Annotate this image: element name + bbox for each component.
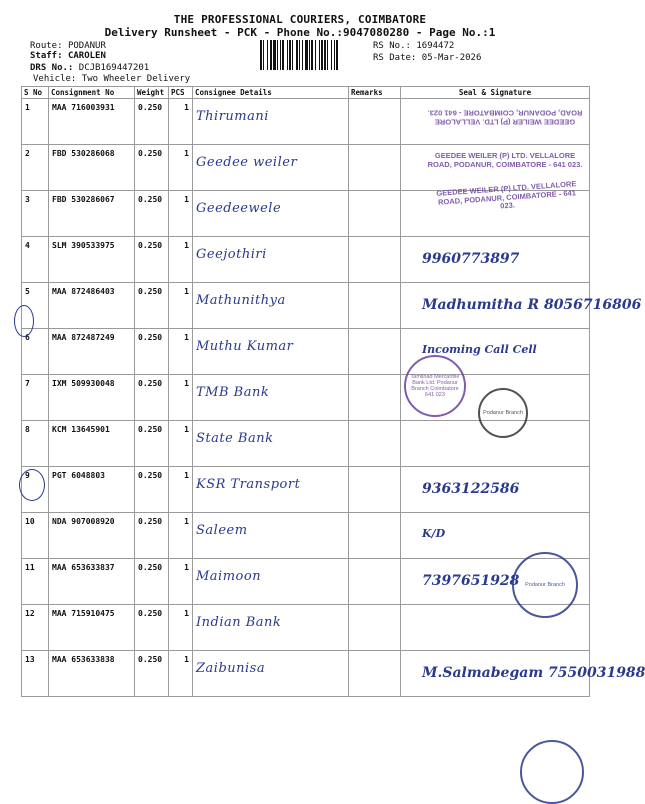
consignee-cell <box>193 559 349 605</box>
consignee-cell <box>193 99 349 145</box>
col-sno: S No <box>22 87 49 99</box>
company-stamp: GEEDEE WEILER (P) LTD. VELLALORE ROAD, PODANUR, COIMBATORE - 641 023. <box>427 151 583 169</box>
barcode-bar <box>331 40 332 70</box>
consignment-cell: FBD 530286067 <box>49 191 135 237</box>
consignment-cell: PGT 6048803 <box>49 467 135 513</box>
barcode-bar <box>280 40 281 70</box>
signature-cell <box>401 513 590 559</box>
consignment-cell: MAA 872486403 <box>49 283 135 329</box>
col-remarks: Remarks <box>349 87 401 99</box>
sno-cell: 9 <box>22 467 49 513</box>
consignment-cell: IXM 509930048 <box>49 375 135 421</box>
consignee-handwriting: Mathunithya <box>196 293 286 308</box>
barcode-bar <box>327 40 328 70</box>
consignee-cell <box>193 651 349 697</box>
weight-cell: 0.250 <box>135 605 169 651</box>
barcode-bar <box>287 40 288 70</box>
col-consignment: Consignment No <box>49 87 135 99</box>
consignment-cell: FBD 530286068 <box>49 145 135 191</box>
barcode-bar <box>309 40 310 70</box>
barcode-bar <box>273 40 276 70</box>
col-signature: Seal & Signature <box>401 87 590 99</box>
weight-cell: 0.250 <box>135 559 169 605</box>
consignee-cell <box>193 329 349 375</box>
signature-handwriting: Madhumitha R 8056716806 <box>422 297 642 313</box>
signature-cell <box>401 237 590 283</box>
consignee-handwriting: Maimoon <box>196 569 262 584</box>
table-header-row <box>22 87 590 99</box>
sno-cell: 7 <box>22 375 49 421</box>
consignment-cell: MAA 653633838 <box>49 651 135 697</box>
rs-date-label: RS Date: <box>373 53 417 63</box>
consignee-handwriting: Muthu Kumar <box>196 339 294 354</box>
table-row <box>22 467 590 513</box>
barcode-bar <box>324 40 326 70</box>
remarks-cell <box>349 513 401 559</box>
sno-cell: 5 <box>22 283 49 329</box>
barcode-bar <box>305 40 308 70</box>
barcode-bar <box>315 40 316 70</box>
sno-cell: 12 <box>22 605 49 651</box>
sno-cell: 6 <box>22 329 49 375</box>
company-title: THE PROFESSIONAL COURIERS, COIMBATORE <box>173 13 427 26</box>
barcode-bar <box>302 40 303 70</box>
consignee-cell <box>193 605 349 651</box>
weight-cell: 0.250 <box>135 145 169 191</box>
consignment-cell: MAA 716003931 <box>49 99 135 145</box>
circle-mark-6 <box>14 305 34 337</box>
weight-cell: 0.250 <box>135 467 169 513</box>
col-pcs: PCS <box>169 87 193 99</box>
consignee-handwriting: TMB Bank <box>196 385 270 400</box>
remarks-cell <box>349 99 401 145</box>
pcs-cell: 1 <box>169 145 193 191</box>
signature-cell <box>401 651 645 697</box>
barcode-bar <box>299 40 300 70</box>
company-stamp-inverted: GEEDEE WEILER (P) LTD. VELLALORE ROAD, PODANUR, COIMBATORE - 641 023. <box>427 108 583 127</box>
rs-no-label: RS No.: <box>373 41 411 51</box>
weight-cell: 0.250 <box>135 99 169 145</box>
pcs-cell: 1 <box>169 421 193 467</box>
consignee-cell <box>193 375 349 421</box>
consignee-cell <box>193 283 349 329</box>
consignee-handwriting: Zaibunisa <box>196 661 266 676</box>
weight-cell: 0.250 <box>135 421 169 467</box>
remarks-cell <box>349 651 401 697</box>
pcs-cell: 1 <box>169 605 193 651</box>
consignee-cell <box>193 467 349 513</box>
sno-cell: 1 <box>22 99 49 145</box>
weight-cell: 0.250 <box>135 513 169 559</box>
pcs-cell: 1 <box>169 191 193 237</box>
indian-bank-stamp-bottom <box>520 740 584 804</box>
barcode-bar <box>336 40 338 70</box>
consignee-handwriting: KSR Transport <box>196 477 301 492</box>
vehicle-label: Vehicle: <box>33 74 77 84</box>
consignee-handwriting: Saleem <box>196 523 248 538</box>
staff-line <box>30 51 106 61</box>
remarks-cell <box>349 559 401 605</box>
vehicle-value: Two Wheeler Delivery <box>81 74 191 84</box>
route-line <box>30 41 106 51</box>
consignee-cell <box>193 421 349 467</box>
company-stamp-2: GEEDEE WEILER (P) LTD. VELLALORE ROAD, PODANUR, COIMBATORE - 641 023. <box>436 179 577 211</box>
col-weight: Weight <box>135 87 169 99</box>
table-row <box>22 237 590 283</box>
barcode-bar <box>321 40 323 70</box>
consignee-handwriting: Thirumani <box>196 109 269 124</box>
barcode-bar <box>289 40 291 70</box>
pcs-cell: 1 <box>169 559 193 605</box>
consignment-cell: SLM 390533975 <box>49 237 135 283</box>
consignee-cell <box>193 145 349 191</box>
remarks-cell <box>349 191 401 237</box>
barcode-bar <box>311 40 313 70</box>
consignee-handwriting: Geejothiri <box>196 247 267 262</box>
staff-value: CAROLEN <box>67 51 106 61</box>
indian-bank-stamp: Podanur Branch <box>512 552 578 618</box>
signature-handwriting: M.Salmabegam 7550031988 <box>422 665 645 681</box>
remarks-cell <box>349 145 401 191</box>
remarks-cell <box>349 467 401 513</box>
table-row <box>22 283 590 329</box>
consignee-cell <box>193 237 349 283</box>
barcode-bar <box>267 40 268 70</box>
signature-handwriting: 9960773897 <box>422 251 520 267</box>
consignee-cell <box>193 513 349 559</box>
sno-cell: 11 <box>22 559 49 605</box>
barcode-bar <box>260 40 262 70</box>
barcode-bar <box>270 40 272 70</box>
route-value: PODANUR <box>67 41 106 51</box>
sno-cell: 3 <box>22 191 49 237</box>
barcode-bar <box>319 40 320 70</box>
consignment-cell: MAA 872487249 <box>49 329 135 375</box>
rs-no-value: 1694472 <box>416 41 455 51</box>
sno-cell: 4 <box>22 237 49 283</box>
sno-cell: 2 <box>22 145 49 191</box>
table-row <box>22 651 590 697</box>
barcode-bar <box>292 40 293 70</box>
vehicle-line <box>33 74 190 84</box>
barcode-bar <box>263 40 264 70</box>
sno-cell: 8 <box>22 421 49 467</box>
rs-date-line <box>373 53 481 63</box>
remarks-cell <box>349 283 401 329</box>
col-consignee: Consignee Details <box>193 87 349 99</box>
sno-cell: 13 <box>22 651 49 697</box>
signature-handwriting: K/D <box>422 527 446 540</box>
barcode-bar <box>277 40 278 70</box>
circle-mark-10 <box>19 469 45 501</box>
pcs-cell: 1 <box>169 329 193 375</box>
weight-cell: 0.250 <box>135 283 169 329</box>
sbi-stamp: Podanur Branch <box>478 388 528 438</box>
pcs-cell: 1 <box>169 99 193 145</box>
remarks-cell <box>349 375 401 421</box>
pcs-cell: 1 <box>169 467 193 513</box>
consignment-cell: KCM 13645901 <box>49 421 135 467</box>
weight-cell: 0.250 <box>135 191 169 237</box>
table-row <box>22 559 590 605</box>
remarks-cell <box>349 329 401 375</box>
route-label: Route: <box>30 41 63 51</box>
consignment-cell: MAA 653633837 <box>49 559 135 605</box>
signature-handwriting: 7397651928 <box>422 573 520 589</box>
consignee-handwriting: State Bank <box>196 431 274 446</box>
barcode <box>259 40 369 70</box>
weight-cell: 0.250 <box>135 237 169 283</box>
consignee-cell <box>193 191 349 237</box>
pcs-cell: 1 <box>169 375 193 421</box>
table-row <box>22 605 590 651</box>
signature-cell <box>401 467 590 513</box>
barcode-bar <box>334 40 335 70</box>
staff-label: Staff: <box>30 51 63 61</box>
weight-cell: 0.250 <box>135 375 169 421</box>
weight-cell: 0.250 <box>135 329 169 375</box>
consignee-handwriting: Indian Bank <box>196 615 282 630</box>
pcs-cell: 1 <box>169 283 193 329</box>
barcode-bar <box>296 40 298 70</box>
consignment-cell: MAA 715910475 <box>49 605 135 651</box>
remarks-cell <box>349 605 401 651</box>
weight-cell: 0.250 <box>135 651 169 697</box>
pcs-cell: 1 <box>169 513 193 559</box>
signature-cell <box>401 283 642 329</box>
drs-line <box>30 63 149 73</box>
table-row <box>22 329 590 375</box>
consignee-handwriting: Geedeewele <box>196 201 282 216</box>
signature-handwriting: 9363122586 <box>422 481 520 497</box>
tmb-bank-stamp: Tamilnad Mercantile Bank Ltd. Podanur Branch Coimbatore 641 023 <box>404 355 466 417</box>
barcode-bar <box>282 40 284 70</box>
rs-date-value: 05-Mar-2026 <box>421 53 482 63</box>
drs-value: DCJB169447201 <box>78 63 150 73</box>
consignment-cell: NDA 907008920 <box>49 513 135 559</box>
remarks-cell <box>349 237 401 283</box>
rs-no-line <box>373 41 454 51</box>
remarks-cell <box>349 421 401 467</box>
runsheet-subtitle: Delivery Runsheet - PCK - Phone No.:9047080280 - Page No.:1 <box>104 26 496 39</box>
pcs-cell: 1 <box>169 237 193 283</box>
signature-handwriting: Incoming Call Cell <box>422 343 537 356</box>
sno-cell: 10 <box>22 513 49 559</box>
pcs-cell: 1 <box>169 651 193 697</box>
table-row <box>22 513 590 559</box>
drs-label: DRS No.: <box>30 63 74 73</box>
consignee-handwriting: Geedee weiler <box>196 155 298 170</box>
